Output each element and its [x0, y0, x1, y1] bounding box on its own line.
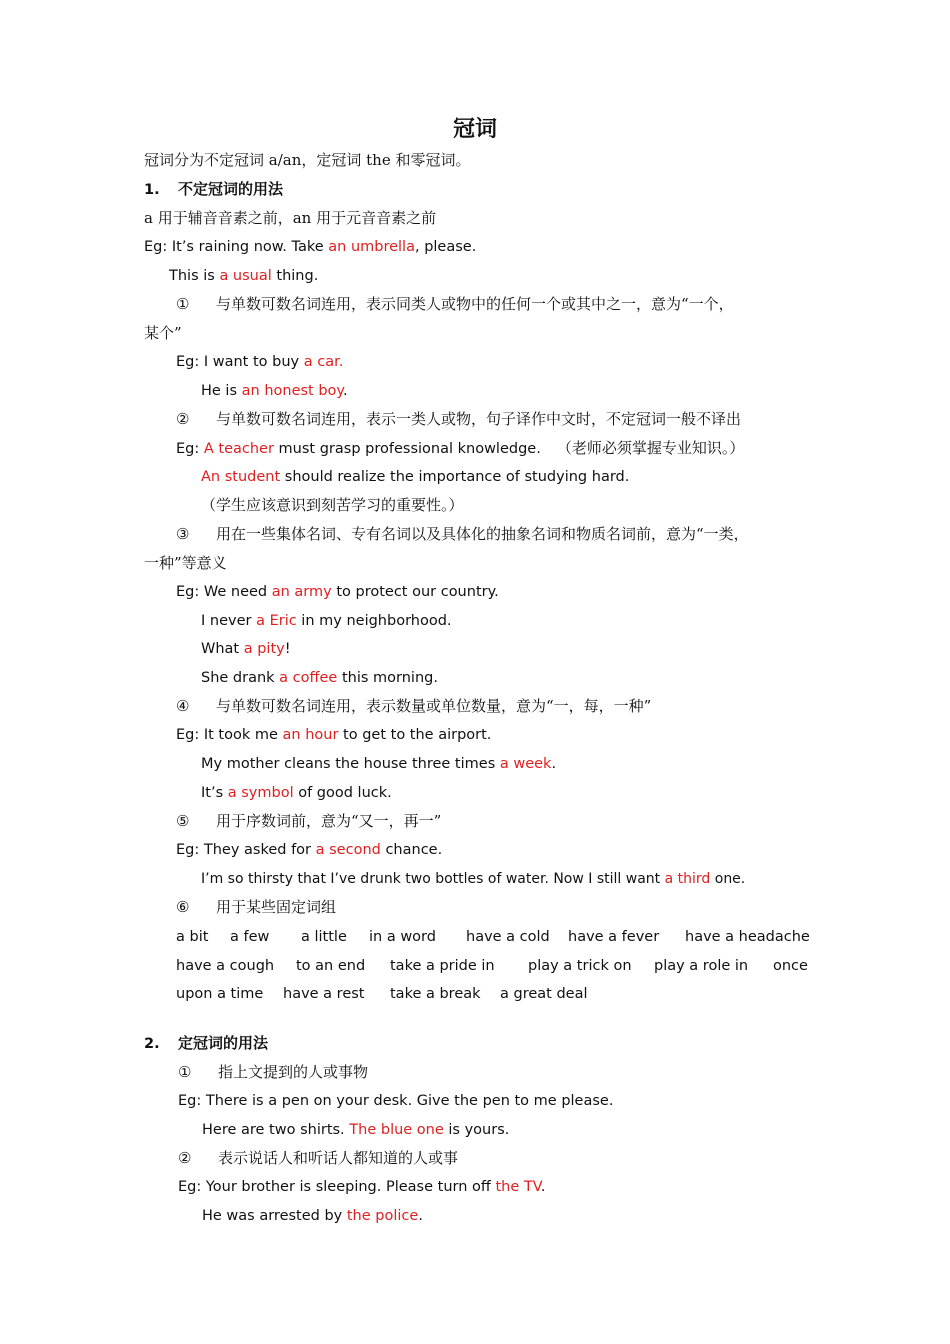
example-line: He is an honest boy. — [201, 383, 348, 399]
example-line: Eg: It took me an hour to get to the airport. — [176, 727, 492, 743]
phrase-item: a little — [301, 929, 347, 945]
usage-point-1: ① 指上文提到的人或事物 — [178, 1063, 369, 1081]
example-line: Eg: Your brother is sleeping. Please turn off the TV. — [178, 1179, 546, 1195]
example-line: I never a Eric in my neighborhood. — [201, 613, 452, 629]
usage-point-1: ① 与单数可数名词连用，表示同类人或物中的任何一个或其中之一，意为“一个， — [176, 295, 734, 313]
usage-point-4: ④ 与单数可数名词连用，表示数量或单位数量，意为“一，每，一种” — [176, 697, 652, 715]
example-line: Eg: A teacher must grasp professional knowledge. （老师必须掌握专业知识。） — [176, 439, 745, 457]
phrase-item: have a cough — [176, 958, 275, 974]
phrase-item: a bit — [176, 929, 209, 945]
phrase-item: take a pride in — [390, 958, 495, 974]
article-rule: a 用于辅音音素之前，an 用于元音音素之前 — [144, 209, 437, 227]
usage-point-6: ⑥ 用于某些固定词组 — [176, 898, 337, 916]
example-line: Eg: There is a pen on your desk. Give the pen to me please. — [178, 1093, 614, 1109]
phrase-item: have a cold — [466, 929, 550, 945]
phrase-item: play a role in — [654, 958, 749, 974]
phrase-item: in a word — [369, 929, 436, 945]
example-line: He was arrested by the police. — [202, 1208, 423, 1224]
example-line: Here are two shirts. The blue one is yours. — [202, 1122, 510, 1138]
usage-point-3-cont: 一种”等意义 — [144, 554, 227, 572]
section-number: 1. — [144, 182, 160, 198]
usage-point-2: ② 与单数可数名词连用，表示一类人或物，句子译作中文时，不定冠词一般不译出 — [176, 410, 742, 428]
phrase-item: take a break — [390, 986, 481, 1002]
section-title: 不定冠词的用法 — [178, 180, 284, 198]
example-line: Eg: They asked for a second chance. — [176, 842, 443, 858]
section2-heading — [144, 1033, 268, 1054]
phrase-item: once — [773, 958, 808, 974]
example-line: She drank a coffee this morning. — [201, 670, 438, 686]
example-line: I’m so thirsty that I’ve drunk two bottles of water. Now I still want a third one. — [201, 871, 746, 887]
example-line: Eg: It’s raining now. Take an umbrella, please. — [144, 239, 477, 255]
phrase-item: a few — [230, 929, 270, 945]
usage-point-2: ② 表示说话人和听话人都知道的人或事 — [178, 1149, 459, 1167]
example-line: My mother cleans the house three times a week. — [201, 756, 557, 772]
phrase-item: have a fever — [568, 929, 660, 945]
example-line: What a pity! — [201, 641, 291, 657]
intro-text: 冠词分为不定冠词 a/an，定冠词 the 和零冠词。 — [144, 151, 471, 169]
section-number: 2. — [144, 1036, 160, 1052]
phrase-item: a great deal — [500, 986, 588, 1002]
section-title: 定冠词的用法 — [178, 1034, 269, 1052]
phrase-item: have a rest — [283, 986, 365, 1002]
example-line: Eg: I want to buy a car. — [176, 354, 344, 370]
usage-point-5: ⑤ 用于序数词前，意为“又一，再一” — [176, 812, 442, 830]
phrase-item: play a trick on — [528, 958, 632, 974]
phrase-item: have a headache — [685, 929, 810, 945]
example-translation: （学生应该意识到刻苦学习的重要性。） — [201, 496, 464, 514]
page-title: 冠词 — [452, 117, 497, 142]
example-line: Eg: We need an army to protect our country. — [176, 584, 499, 600]
phrase-item: to an end — [296, 958, 366, 974]
usage-point-1-cont: 某个” — [144, 324, 182, 342]
usage-point-3: ③ 用在一些集体名词、专有名词以及具体化的抽象名词和物质名词前，意为“一类， — [176, 525, 749, 543]
example-line: It’s a symbol of good luck. — [201, 785, 392, 801]
example-line: This is a usual thing. — [169, 268, 319, 284]
example-line: An student should realize the importance of studying hard. — [201, 469, 630, 485]
section1-heading — [144, 179, 283, 200]
phrase-item: upon a time — [176, 986, 264, 1002]
